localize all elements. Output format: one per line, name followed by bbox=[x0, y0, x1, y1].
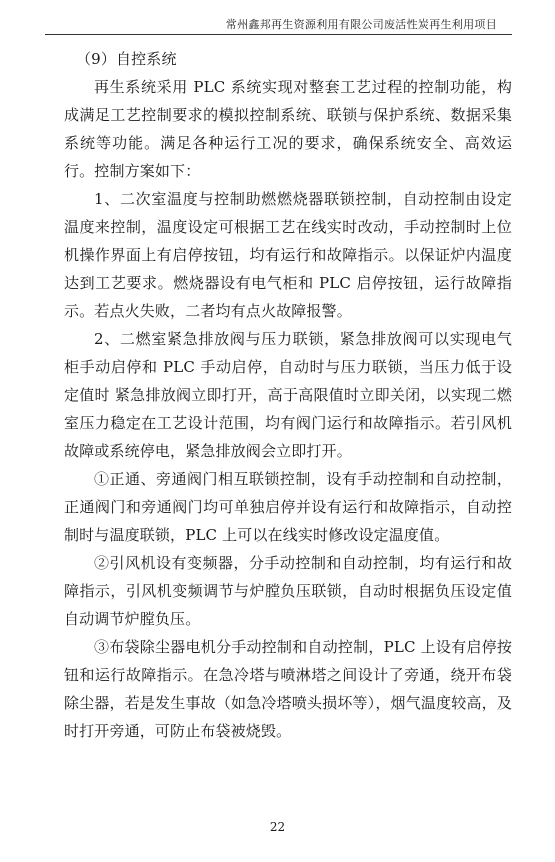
page-body bbox=[64, 45, 512, 745]
page-header: 常州鑫邦再生资源利用有限公司废活性炭再生利用项目 bbox=[225, 18, 497, 31]
section-heading: （9）自控系统 bbox=[76, 50, 177, 68]
page-number: 22 bbox=[269, 820, 286, 834]
paragraph-item-1: 1、二次室温度与控制助燃燃烧器联锁控制，自动控制由设定温度来控制，温度设定可根据工艺在线实时改动，手动控制时上位机操作界面上有启停按钮，均有运行和故障指示。以保证炉内温度达到工艺要求。燃烧器设有电气柜和 PLC 启停按钮，运行故障指示。若点火失败，二者均有点火故障报警。 bbox=[64, 190, 512, 320]
paragraph-item-2: 2、二燃室紧急排放阀与压力联锁，紧急排放阀可以实现电气柜手动启停和 PLC 手动启停，自动时与压力联锁，当压力低于设定值时 紧急排放阀立即打开，高于高限值时立即关闭，以实现二燃室压力稳定在工艺设计范围，均有阀门运行和故障指示。若引风机故障或系统停电，紧急排放阀会立即打开。 bbox=[64, 330, 512, 460]
paragraph-sub-2: ②引风机设有变频器，分手动控制和自动控制，均有运行和故障指示，引风机变频调节与炉膛负压联锁，自动时根据负压设定值自动调节炉膛负压。 bbox=[64, 554, 512, 628]
paragraph-sub-3: ③布袋除尘器电机分手动控制和自动控制，PLC 上设有启停按钮和运行故障指示。在急冷塔与喷淋塔之间设计了旁通，绕开布袋除尘器，若是发生事故（如急冷塔喷头损坏等），烟气温度较高，及时打开旁通，可防止布袋被烧毁。 bbox=[64, 638, 512, 740]
paragraph-intro: 再生系统采用 PLC 系统实现对整套工艺过程的控制功能，构成满足工艺控制要求的模拟控制系统、联锁与保护系统、数据采集系统等功能。满足各种运行工况的要求，确保系统安全、高效运行。控制方案如下： bbox=[64, 78, 512, 180]
header-rule bbox=[45, 34, 512, 35]
paragraph-sub-1: ①正通、旁通阀门相互联锁控制，设有手动控制和自动控制，正通阀门和旁通阀门均可单独启停并设有运行和故障指示，自动控制时与温度联锁，PLC 上可以在线实时修改设定温度值。 bbox=[64, 470, 512, 544]
